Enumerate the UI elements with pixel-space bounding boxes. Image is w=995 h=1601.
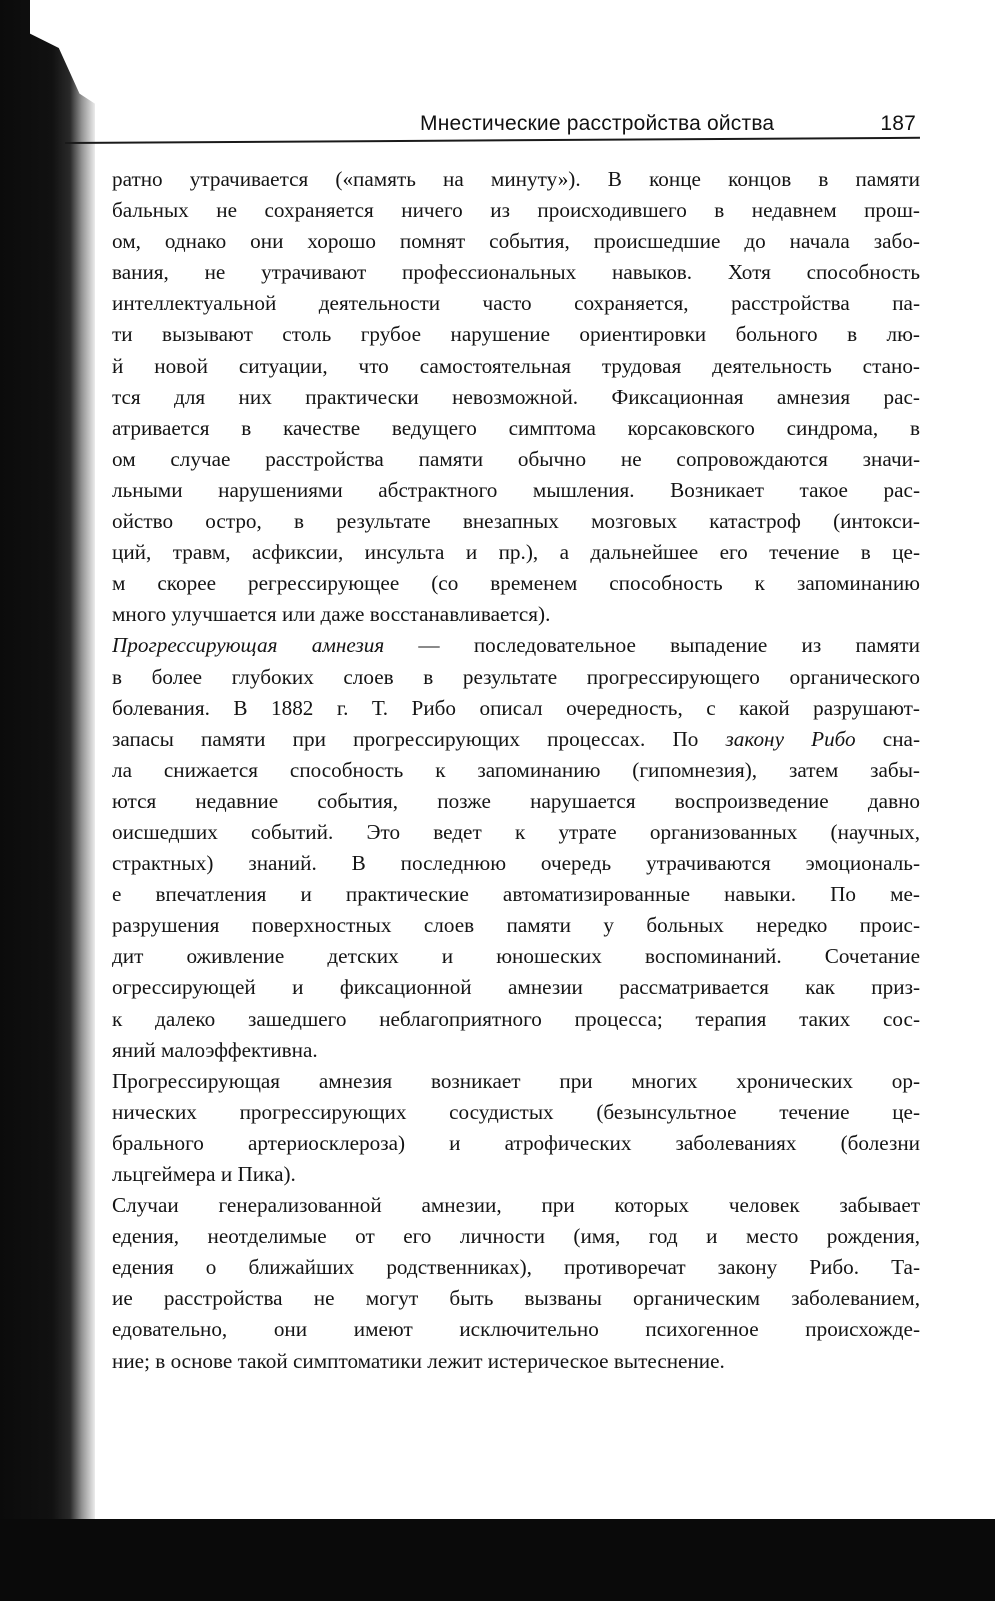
text-line: много улучшается или даже восстанавливается). bbox=[112, 602, 551, 627]
text-line: ются недавние события, позже нарушается воспроизведение давно bbox=[112, 788, 920, 813]
text-line: ций, травм, асфиксии, инсульта и пр.), а дальнейшее его течение в це- bbox=[112, 540, 920, 565]
text-line: к далеко зашедшего неблагоприятного процесса; терапия таких сос- bbox=[112, 1006, 920, 1031]
running-head-title: Мнестические расстройства ойства bbox=[420, 112, 775, 135]
text-span: — последовательное выпадение из памяти bbox=[384, 633, 920, 658]
scan-binding-shadow bbox=[0, 0, 95, 1601]
text-line: ом случае расстройства памяти обычно не сопровождаются значи- bbox=[112, 446, 920, 471]
text-line: й новой ситуации, что самостоятельная трудовая деятельность стано- bbox=[112, 353, 920, 378]
text-line: е впечатления и практические автоматизированные навыки. По ме- bbox=[112, 882, 920, 907]
text-line: ние; в основе такой симптоматики лежит истерическое вытеснение. bbox=[112, 1348, 725, 1373]
text-line: ти вызывают столь грубое нарушение ориентировки больного в лю- bbox=[112, 322, 920, 347]
body-text bbox=[112, 164, 920, 1377]
text-span: сна- bbox=[855, 726, 920, 751]
text-line: брального артериосклероза) и атрофических заболеваниях (болезни bbox=[112, 1130, 920, 1155]
text-line: льцгеймера и Пика). bbox=[112, 1162, 296, 1186]
text-line bbox=[112, 630, 920, 661]
text-line: вания, не утрачивают профессиональных навыков. Хотя способность bbox=[112, 260, 920, 285]
text-line bbox=[112, 724, 920, 755]
text-line: нических прогрессирующих сосудистых (безынсультное течение це- bbox=[112, 1099, 920, 1124]
text-line: едовательно, они имеют исключительно психогенное происхожде- bbox=[112, 1317, 920, 1342]
text-line: дит оживление детских и юношеских воспоминаний. Сочетание bbox=[112, 944, 920, 969]
italic-term: Прогрессирующая амнезия bbox=[112, 633, 385, 658]
text-line: ойство остро, в результате внезапных мозговых катастроф (интокси- bbox=[112, 509, 920, 534]
text-line: едения о ближайших родственниках), противоречат закону Рибо. Та- bbox=[112, 1255, 920, 1280]
text-line: Прогрессирующая амнезия возникает при многих хронических ор- bbox=[112, 1068, 920, 1093]
text-line: Случаи генерализованной амнезии, при которых человек забывает bbox=[112, 1193, 920, 1218]
text-line: бальных не сохраняется ничего из происходившего в недавнем прош- bbox=[112, 198, 920, 223]
text-line: разрушения поверхностных слоев памяти у больных нередко проис- bbox=[112, 913, 920, 938]
text-line: ратно утрачивается («память на минуту»). В конце концов в памяти bbox=[112, 167, 920, 191]
header-rule bbox=[65, 137, 920, 144]
page-number: 187 bbox=[880, 112, 916, 135]
text-line: ла снижается способность к запоминанию (гипомнезия), затем забы- bbox=[112, 757, 920, 782]
scan-bottom-edge bbox=[0, 1519, 995, 1601]
text-line: интеллектуальной деятельности часто сохраняется, расстройства па- bbox=[112, 291, 920, 316]
italic-term: закону Рибо bbox=[725, 726, 856, 751]
text-line: в более глубоких слоев в результате прогрессирующего органического bbox=[112, 664, 920, 689]
text-line: льными нарушениями абстрактного мышления. Возникает такое рас- bbox=[112, 477, 920, 502]
text-line: оисшедших событий. Это ведет к утрате организованных (научных, bbox=[112, 819, 920, 844]
text-line: ие расстройства не могут быть вызваны органическим заболеванием, bbox=[112, 1286, 920, 1311]
text-line: ом, однако они хорошо помнят события, происшедшие до начала забо- bbox=[112, 229, 920, 254]
text-line: страктных) знаний. В последнюю очередь утрачиваются эмоциональ- bbox=[112, 851, 920, 876]
text-span: запасы памяти при прогрессирующих процессах. По bbox=[112, 726, 726, 751]
text-line: м скорее регрессирующее (со временем способность к запоминанию bbox=[112, 571, 920, 596]
text-line: болевания. В 1882 г. Т. Рибо описал очередность, с какой разрушают- bbox=[112, 695, 920, 720]
text-line: тся для них практически невозможной. Фиксационная амнезия рас- bbox=[112, 384, 920, 409]
text-line: атривается в качестве ведущего симптома корсаковского синдрома, в bbox=[112, 415, 920, 440]
running-head bbox=[420, 112, 916, 136]
text-line: яний малоэффективна. bbox=[112, 1037, 318, 1062]
text-line: огрессирующей и фиксационной амнезии рассматривается как приз- bbox=[112, 975, 920, 1000]
text-line: едения, неотделимые от его личности (имя, год и место рождения, bbox=[112, 1224, 920, 1249]
